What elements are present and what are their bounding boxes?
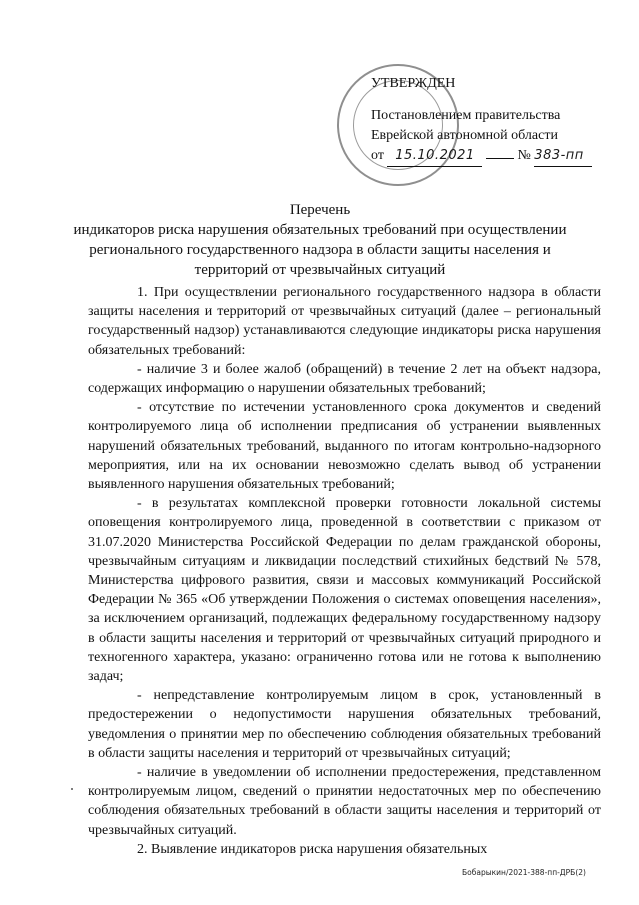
document-body	[88, 283, 601, 859]
document-title	[70, 200, 570, 280]
paragraph-6: - наличие в уведомлении об исполнении предостережения, представленном контролируемым лицом, сведений о принятии недостаточных мер по обеспечению соблюдения обязательных требований в области защиты населения и территорий от чрезвычайных ситуаций.	[88, 765, 601, 838]
paragraph-1: 1. При осуществлении регионального государственного надзора в области защиты населения и территорий от чрезвычайных ситуаций (далее – региональный государственный надзор) устанавливаются следующие индикаторы риска нарушения обязательных требований:	[88, 285, 601, 358]
date-prefix: от	[371, 148, 384, 163]
approval-line-1: Постановлением правительства	[371, 108, 561, 123]
approval-date-row	[371, 146, 616, 167]
number-prefix: №	[517, 148, 531, 163]
paragraph-7: 2. Выявление индикаторов риска нарушения обязательных	[137, 841, 488, 857]
handwritten-number: 383-пп	[534, 146, 592, 167]
handwritten-date: 15.10.2021	[387, 146, 482, 167]
paragraph-2: - наличие 3 и более жалоб (обращений) в течение 2 лет на объект надзора, содержащих информацию о нарушении обязательных требований;	[88, 361, 601, 397]
approval-block	[371, 74, 616, 167]
approval-heading: УТВЕРЖДЕН	[371, 76, 456, 91]
footer-code: Бобарыкин/2021-388-пп-ДРБ(2)	[462, 868, 586, 877]
approval-line-2: Еврейской автономной области	[371, 128, 558, 143]
paragraph-4: - в результатах комплексной проверки готовности локальной системы оповещения контролируемого лица, проведенной в соответствии с приказом от 31.07.2020 Министерства Российской Федерации по делам гражданской обороны, чрезвычайным ситуациям и ликвидации последствий стихийных бедствий № 578, Министерства цифрового развития, связи и массовых коммуникаций Российской Федерации № 365 «Об утверждении Положения о системах оповещения населения», за исключением организаций, подлежащих федеральному государственному надзору в области защиты населения и территорий от чрезвычайных ситуаций природного и техногенного характера, указано: ограниченно готова или не готова к выполнению задач;	[88, 496, 601, 685]
title-subtitle: индикаторов риска нарушения обязательных требований при осуществлении регионального государственного надзора в области защиты населения и территорий от чрезвычайных ситуаций	[73, 222, 567, 278]
paragraph-3: - отсутствие по истечении установленного срока документов и сведений контролируемого лица об исполнении предписания об устранении выявленных нарушений обязательных требований, выданного по итогам контрольно-надзорного мероприятия, или на их основании невозможно сделать вывод об устранении выявленного нарушения обязательных требований;	[88, 400, 601, 493]
paragraph-5: - непредставление контролируемым лицом в срок, установленный в предостережении о недопустимости нарушения обязательных требований, уведомления о принятии мер по обеспечению соблюдения обязательных требований в области защиты населения и территорий от чрезвычайных ситуаций;	[88, 688, 601, 761]
scan-dot	[71, 788, 73, 790]
title-word: Перечень	[289, 202, 351, 218]
